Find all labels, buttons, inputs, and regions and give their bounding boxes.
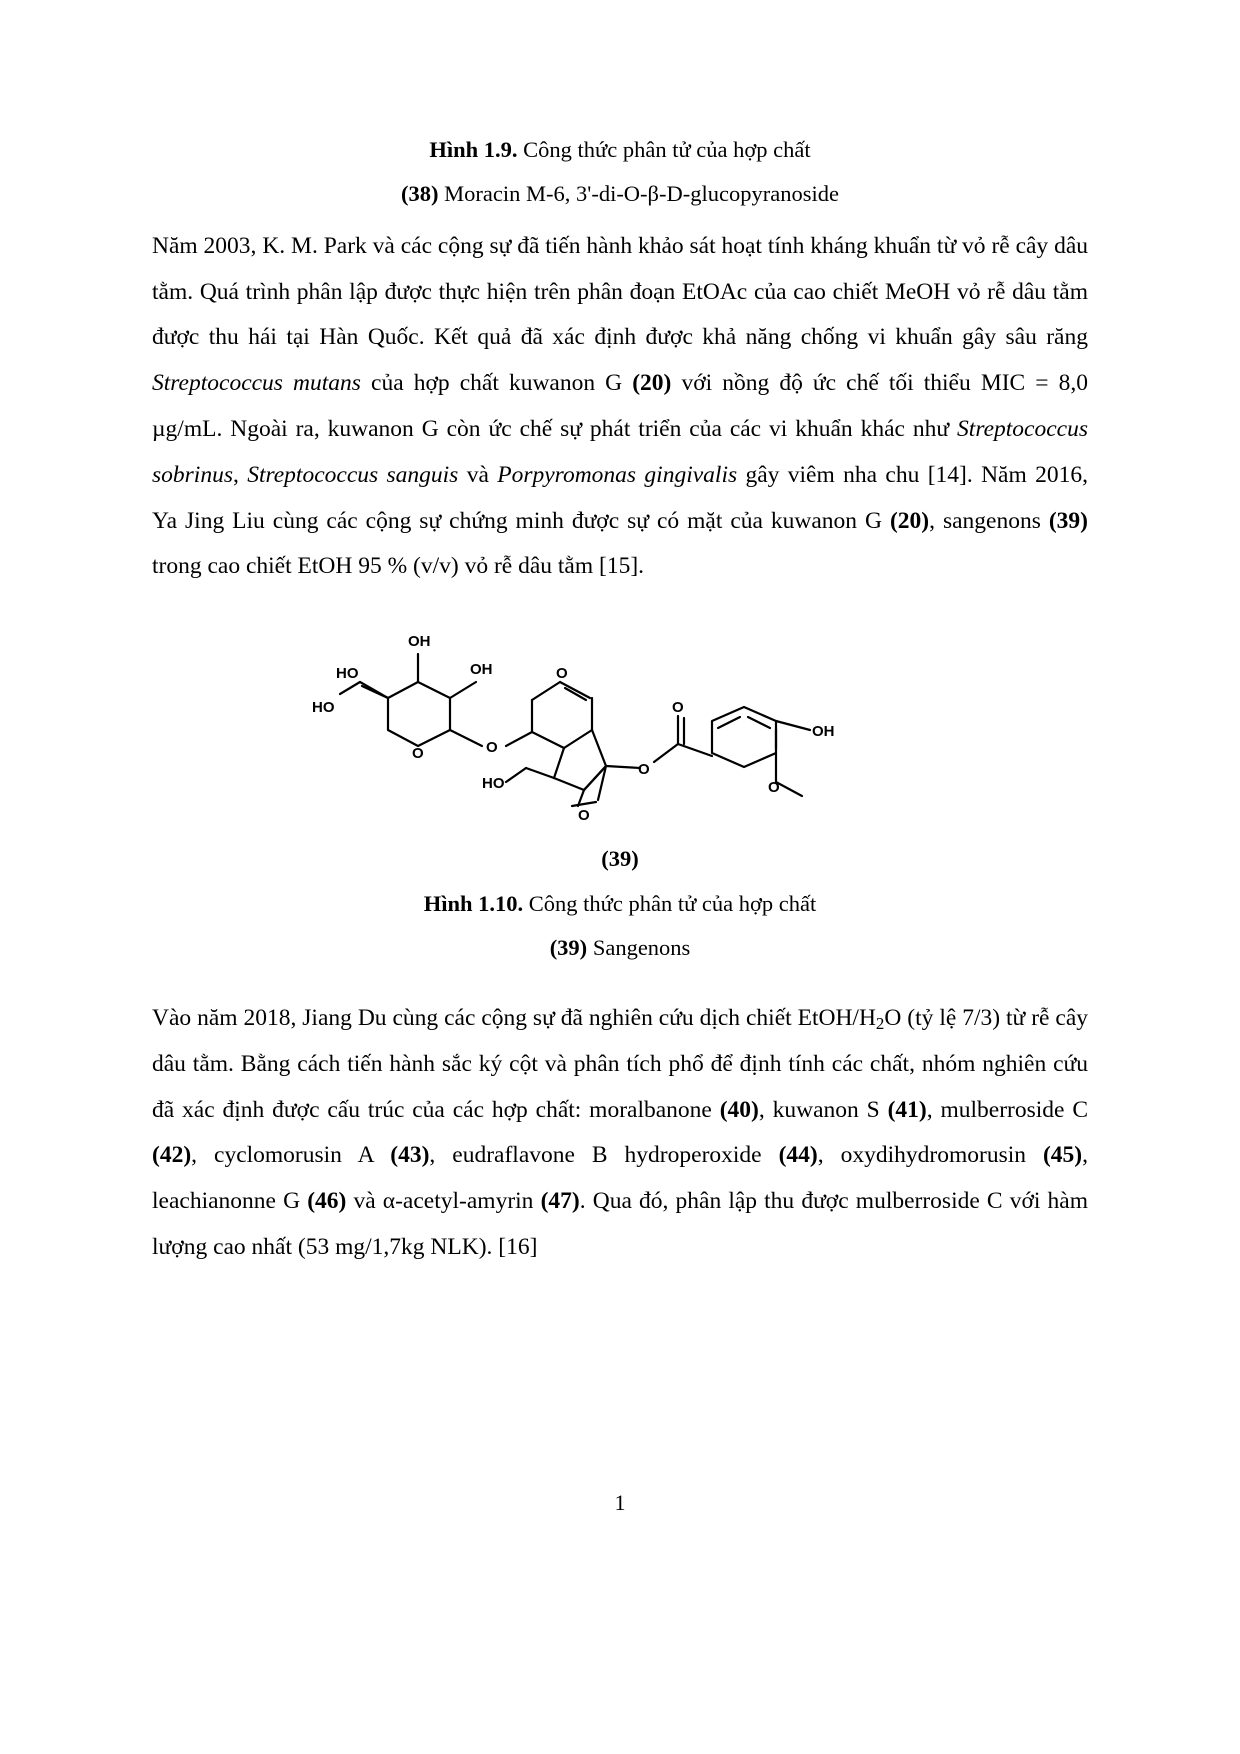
atom-label-o-glycosidic: O xyxy=(486,739,498,757)
atom-label-ho-ch2oh: HO xyxy=(482,775,505,793)
paragraph-2-block xyxy=(152,996,1088,1271)
caption2-label: Hình 1.10. xyxy=(423,891,524,917)
atom-label-o-ester: O xyxy=(638,761,650,779)
compound2-name: Sangenons xyxy=(587,935,691,961)
figure-caption-bottom xyxy=(152,882,1088,970)
page-number: 1 xyxy=(614,1490,626,1515)
caption-text: Công thức phân tử của hợp chất xyxy=(517,137,811,162)
atom-label-o-ring: O xyxy=(412,745,424,763)
atom-label-o-carbonyl: O xyxy=(672,699,684,717)
atom-label-ho-left: HO xyxy=(312,699,335,717)
chemical-structure-figure xyxy=(152,616,1088,872)
atom-label-oh-right: OH xyxy=(470,661,493,679)
compound2-number: (39) xyxy=(549,935,588,961)
sangenons-structure-svg xyxy=(310,616,930,836)
atom-label-o-epoxide: O xyxy=(578,807,590,825)
caption-line-2 xyxy=(152,172,1088,216)
atom-label-o-methoxy: O xyxy=(768,779,780,797)
atom-label-oh-top: OH xyxy=(408,633,431,651)
figure-caption-top xyxy=(152,128,1088,216)
page-content xyxy=(152,118,1088,1271)
atom-label-ho-upper-left: HO xyxy=(336,665,359,683)
caption2-text: Công thức phân tử của hợp chất xyxy=(523,891,817,917)
atom-label-o-pyran: O xyxy=(556,665,568,683)
paragraph-2: Vào năm 2018, Jiang Du cùng các cộng sự đã nghiên cứu dịch chiết EtOH/$H_2O$ (tỷ lệ 7/3) từ rễ cây dâu tằm. Bằng cách tiến hành sắc ký cột và phân tích phổ để định tính các chất, nhóm nghiên cứu đã xác định được cấu trúc của các hợp chất: moralbanone (40), kuwanon S (41), mulberroside C (42), cyclomorusin A (43), eudraflavone B hydroperoxide (44), oxydihydromorusin (45), leachianonne G (46) và α-acetyl-amyrin (47). Qua đó, phân lập thu được mulberroside C với hàm lượng cao nhất (53 mg/1,7kg NLK). [16] xyxy=(152,1005,1089,1261)
atom-label-oh-phenol: OH xyxy=(812,723,835,741)
compound-number: (38) xyxy=(401,180,439,206)
caption2-line-2 xyxy=(152,926,1088,970)
caption2-line-1 xyxy=(152,882,1088,926)
figure-compound-number: (39) xyxy=(601,846,639,872)
compound-name: Moracin M-6, 3'-di-O-β-D-glucopyranoside xyxy=(438,180,839,206)
paragraph-1: Năm 2003, K. M. Park và các cộng sự đã tiến hành khảo sát hoạt tính kháng khuẩn từ vỏ rễ cây dâu tằm. Quá trình phân lập được thực hiện trên phân đoạn EtOAc của cao chiết MeOH vỏ rễ dâu tằm được thu hái tại Hàn Quốc. Kết quả đã xác định được khả năng chống vi khuẩn gây sâu răng Streptococcus mutans của hợp chất kuwanon G (20) với nồng độ ức chế tối thiểu MIC = 8,0 µg/mL. Ngoài ra, kuwanon G còn ức chế sự phát triển của các vi khuẩn khác như Streptococcus sobrinus, Streptococcus sanguis và Porpyromonas gingivalis gây viêm nha chu [14]. Năm 2016, Ya Jing Liu cùng các cộng sự chứng minh được sự có mặt của kuwanon G (20), sangenons (39) trong cao chiết EtOH 95 % (v/v) vỏ rễ dâu tằm [15]. xyxy=(152,232,1089,580)
caption-label: Hình 1.9. xyxy=(429,137,518,162)
caption-line-1 xyxy=(152,128,1088,172)
